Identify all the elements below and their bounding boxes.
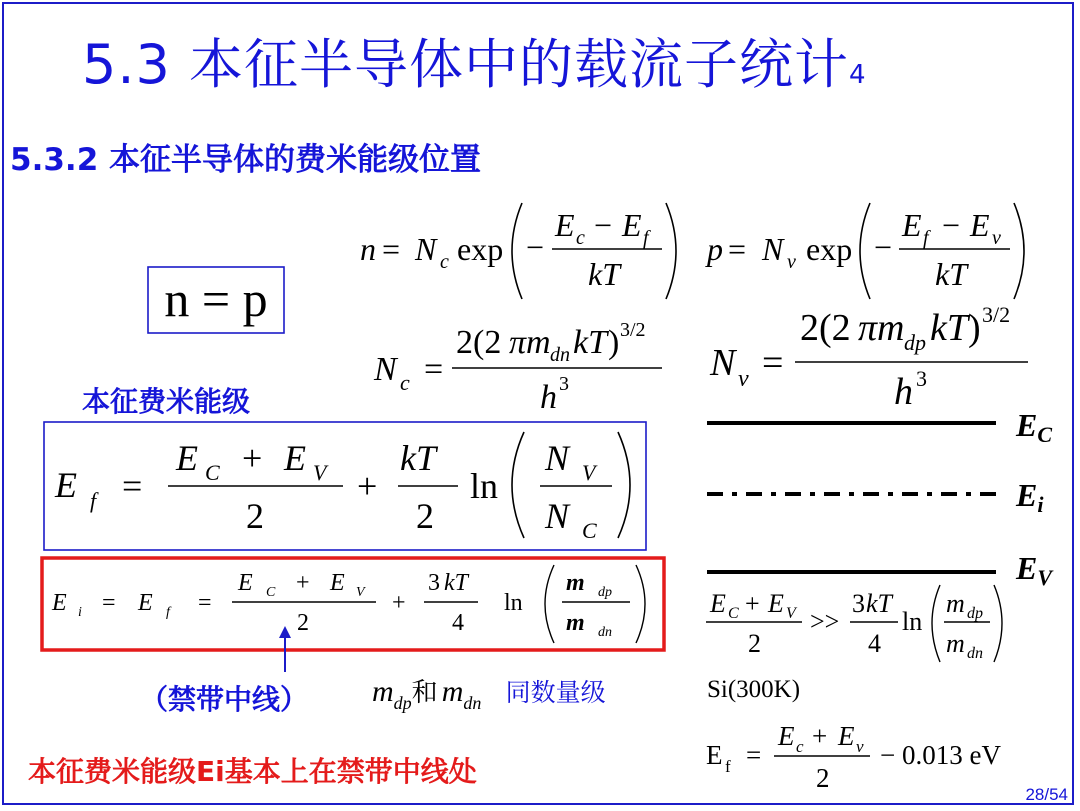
svg-text:=: =	[424, 351, 444, 388]
svg-text:4: 4	[868, 629, 881, 658]
svg-text:N: N	[545, 496, 570, 536]
svg-text:=: =	[102, 590, 116, 616]
svg-text:ln: ln	[470, 466, 499, 506]
svg-text:=: =	[382, 231, 401, 267]
svg-text:E: E	[902, 207, 922, 243]
svg-text:c: c	[440, 251, 449, 273]
svg-text:c: c	[400, 370, 410, 395]
conclusion-text: 本征费米能级Ei基本上在禁带中线处	[28, 755, 477, 788]
svg-text:v: v	[856, 737, 864, 756]
svg-text:2: 2	[416, 496, 434, 536]
svg-text:m: m	[566, 570, 585, 596]
svg-text:N: N	[762, 231, 784, 267]
svg-text:C: C	[728, 605, 739, 622]
svg-text:2(2: 2(2	[456, 324, 502, 361]
svg-text:N: N	[710, 342, 736, 384]
svg-text:f: f	[166, 605, 170, 620]
svg-text:exp: exp	[806, 231, 853, 267]
svg-text:=: =	[762, 342, 784, 384]
svg-text:E: E	[238, 570, 253, 596]
Ei-formula-box	[42, 558, 664, 650]
midgap-label: （禁带中线）	[140, 683, 309, 716]
Nc-formula	[373, 319, 662, 416]
svg-text:h: h	[894, 371, 913, 413]
section-subtitle: 5.3.2 本征半导体的费米能级位置	[10, 142, 482, 178]
svg-text:V: V	[582, 460, 596, 485]
n-formula	[360, 203, 676, 299]
svg-text:kT: kT	[866, 589, 892, 618]
svg-text:>>: >>	[810, 607, 840, 636]
svg-text:E: E	[138, 590, 153, 616]
svg-text:3: 3	[559, 373, 569, 395]
svg-text:V: V	[786, 605, 796, 622]
title-suffix: 4	[849, 60, 867, 90]
n-equals-p-text: n = p	[164, 271, 268, 327]
svg-text:v: v	[992, 227, 1001, 249]
svg-text:kT: kT	[588, 256, 620, 292]
svg-text:kT: kT	[573, 324, 607, 361]
svg-text:f: f	[923, 227, 929, 249]
ec-label: EC	[1016, 407, 1053, 447]
energy-level-diagram	[707, 407, 1054, 590]
svg-text:−: −	[594, 207, 613, 243]
svg-text:C: C	[205, 460, 220, 485]
svg-text:2: 2	[748, 629, 761, 658]
svg-text:dp: dp	[904, 330, 926, 355]
svg-text:): )	[968, 307, 981, 349]
svg-text:i: i	[78, 605, 82, 620]
svg-text:E: E	[710, 589, 726, 618]
svg-text:3: 3	[916, 366, 927, 391]
svg-text:C: C	[266, 585, 276, 600]
svg-text:N: N	[374, 351, 397, 388]
svg-text:− 0.013 eV: − 0.013 eV	[880, 740, 1001, 770]
svg-text:ln: ln	[902, 607, 923, 636]
svg-text:E: E	[284, 438, 306, 478]
svg-text:+: +	[812, 721, 828, 751]
svg-text:kT: kT	[400, 438, 436, 478]
page-number: 28/54	[1025, 785, 1068, 804]
svg-text:f: f	[90, 488, 97, 513]
svg-text:3/2: 3/2	[982, 302, 1011, 327]
svg-text:E: E	[706, 740, 723, 770]
svg-text:): )	[608, 324, 620, 361]
svg-text:m: m	[946, 589, 965, 618]
svg-text:ln: ln	[504, 590, 523, 616]
Nv-formula	[709, 302, 1028, 413]
svg-text:=: =	[122, 466, 143, 506]
svg-text:−: −	[874, 229, 893, 265]
svg-text:πm: πm	[509, 324, 551, 361]
svg-text:+: +	[296, 570, 310, 596]
svg-text:E: E	[622, 207, 642, 243]
svg-text:N: N	[545, 438, 570, 478]
si-label: Si(300K)	[707, 676, 801, 703]
svg-text:+: +	[242, 438, 263, 478]
svg-text:v: v	[738, 366, 749, 392]
svg-text:2: 2	[246, 496, 264, 536]
svg-text:3: 3	[852, 589, 865, 618]
svg-text:E: E	[768, 589, 784, 618]
svg-text:exp: exp	[457, 231, 504, 267]
svg-text:2: 2	[297, 610, 309, 636]
svg-text:c: c	[576, 227, 585, 249]
svg-text:N: N	[415, 231, 437, 267]
Ef-formula-box	[44, 422, 646, 550]
svg-text:=: =	[728, 231, 747, 267]
svg-text:E: E	[55, 465, 77, 505]
svg-text:dn: dn	[598, 625, 612, 640]
svg-text:V: V	[356, 585, 365, 600]
svg-text:=: =	[746, 740, 762, 770]
svg-text:−: −	[942, 207, 961, 243]
comparison-formula	[706, 585, 1002, 662]
svg-text:E: E	[330, 570, 345, 596]
Ef-si-formula	[706, 721, 1001, 793]
svg-text:E: E	[970, 207, 990, 243]
same-order-label: 同数量级	[505, 678, 606, 707]
ev-label: EV	[1016, 550, 1053, 590]
title-text: 5.3 本征半导体中的载流子统计	[82, 33, 850, 96]
svg-text:E: E	[838, 721, 855, 751]
svg-text:kT: kT	[444, 570, 468, 596]
svg-text:E: E	[176, 438, 198, 478]
svg-text:2: 2	[816, 763, 830, 793]
svg-text:C: C	[582, 518, 597, 543]
intrinsic-fermi-label: 本征费米能级	[82, 385, 251, 418]
svg-text:kT: kT	[935, 256, 967, 292]
svg-text:dn: dn	[967, 645, 983, 662]
svg-text:πm: πm	[858, 307, 905, 349]
svg-text:3: 3	[428, 570, 440, 596]
p-formula	[705, 203, 1024, 299]
mass-comparison: $m_{dp}$和 $m_{dn}$ 同数量级	[372, 675, 606, 713]
svg-text:−: −	[526, 229, 545, 265]
svg-text:p: p	[707, 231, 723, 267]
svg-text:h: h	[540, 379, 557, 416]
svg-text:3/2: 3/2	[620, 319, 646, 341]
svg-text:dn: dn	[550, 344, 570, 366]
svg-text:=: =	[198, 590, 212, 616]
svg-text:E: E	[52, 590, 67, 616]
svg-text:kT: kT	[930, 307, 968, 349]
ei-label: Ei	[1016, 477, 1044, 517]
svg-text:+: +	[357, 466, 378, 506]
svg-text:2(2: 2(2	[800, 307, 851, 349]
svg-text:dp: dp	[967, 605, 983, 622]
svg-text:E: E	[778, 721, 795, 751]
n-equals-p-box	[148, 267, 284, 333]
svg-text:V: V	[313, 460, 327, 485]
svg-text:m: m	[946, 629, 965, 658]
mass-connector: 和	[411, 678, 438, 708]
svg-text:c: c	[796, 737, 804, 756]
svg-text:4: 4	[452, 610, 464, 636]
svg-text:+: +	[392, 590, 406, 616]
svg-text:dp: dp	[598, 585, 612, 600]
svg-text:E: E	[555, 207, 575, 243]
svg-text:f: f	[725, 757, 731, 776]
svg-text:f: f	[643, 227, 649, 249]
svg-text:m: m	[566, 610, 585, 636]
svg-text:n: n	[360, 231, 376, 267]
svg-text:v: v	[787, 251, 796, 273]
svg-text:+: +	[745, 589, 760, 618]
